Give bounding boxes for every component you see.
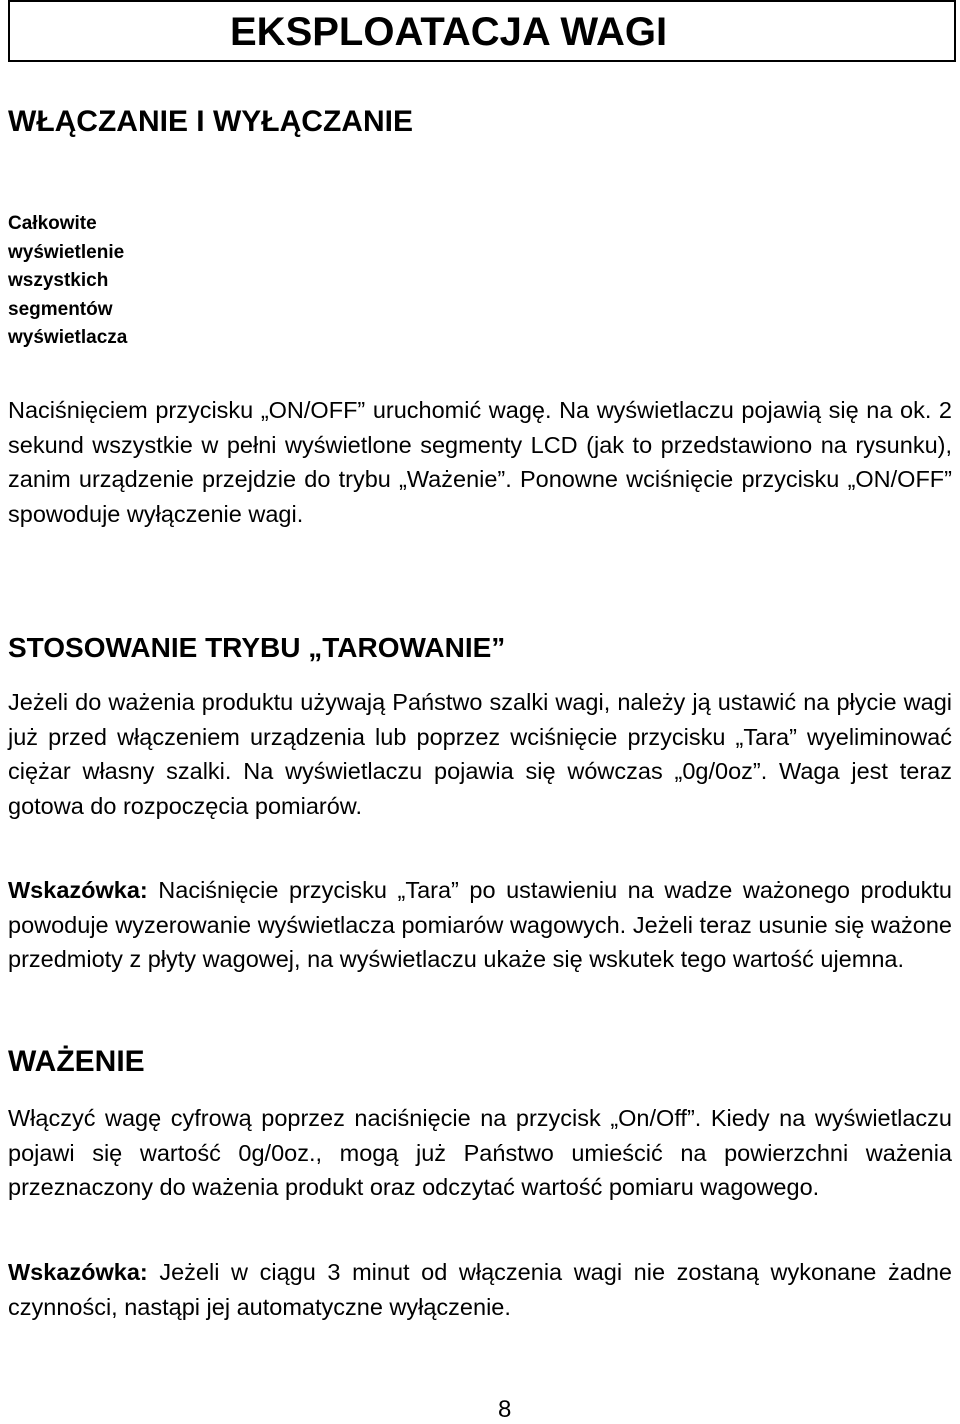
caption-line: segmentów [8, 298, 113, 320]
on-off-paragraph: Naciśnięciem przycisku „ON/OFF” uruchomić wagę. Na wyświetlaczu pojawią się na ok. 2 sekund wszystkie w pełni wyświetlone segmenty LCD (jak to przedstawiono na rysunku), zanim urządzenie przejdzie do trybu „Ważenie”. Ponowne wciśnięcie przycisku „ON/OFF” spowoduje wyłączenie wagi. [8, 397, 952, 527]
caption-line: wszystkich [8, 270, 109, 291]
caption-line: wyświetlacza [8, 327, 128, 348]
page-title-box [8, 0, 956, 62]
tip-label: Wskazówka: [8, 1259, 148, 1285]
section-heading-on-off: WŁĄCZANIE I WYŁĄCZANIE [8, 105, 413, 138]
tip-label: Wskazówka: [8, 877, 148, 903]
page-number: 8 [498, 1396, 512, 1423]
tare-paragraph: Jeżeli do ważenia produktu używają Państwo szalki wagi, należy ją ustawić na płycie wagi już przed włączeniem urządzenia lub poprzez wciśnięcie przycisku „Tara” wyeliminować ciężar własny szalki. Na wyświetlaczu pojawia się wówczas „0g/0oz”. Waga jest teraz gotowa do rozpoczęcia pomiarów. [8, 689, 952, 819]
caption-line: wyświetlenie [8, 241, 125, 263]
weighing-tip-paragraph [8, 1255, 952, 1324]
tip-text: Jeżeli w ciągu 3 minut od włączenia wagi nie zostaną wykonane żadne czynności, nastąpi jej automatyczne wyłączenie. [8, 1259, 952, 1320]
weighing-paragraph: Włączyć wagę cyfrową poprzez naciśnięcie na przycisk „On/Off”. Kiedy na wyświetlaczu pojawi się wartość 0g/0oz., mogą już Państwo umieścić na powierzchni ważenia przeznaczony do ważenia produkt oraz odczytać wartość pomiaru wagowego. [8, 1105, 952, 1200]
page-title: EKSPLOATACJA WAGI [230, 10, 668, 54]
tare-tip-paragraph [8, 873, 952, 977]
figure-caption [8, 210, 228, 353]
section-heading-tare: STOSOWANIE TRYBU „TAROWANIE” [8, 632, 506, 663]
tip-text: Naciśnięcie przycisku „Tara” po ustawieniu na wadze ważonego produktu powoduje wyzerowanie wyświetlacza pomiarów wagowych. Jeżeli teraz usunie się ważone przedmioty z płyty wagowej, na wyświetlaczu ukaże się wskutek tego wartość ujemna. [8, 877, 952, 972]
section-heading-weighing: WAŻENIE [8, 1045, 145, 1078]
caption-line: Całkowite [8, 213, 97, 234]
